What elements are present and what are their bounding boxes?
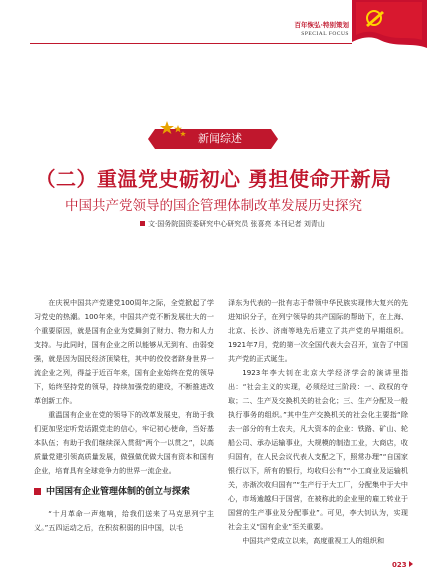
paragraph: “十月革命一声炮响，给我们送来了马克思列宁主义。”五四运动之后，在积贫积弱的旧中国，以毛 — [34, 509, 214, 532]
section-badge-label: 新闻综述 — [198, 132, 242, 145]
column-name-en: SPECIAL FOCUS — [301, 31, 349, 37]
left-column-continued — [34, 507, 214, 535]
page-arrow-icon — [409, 561, 413, 567]
paragraph-continued: 泽东为代表的一批有志于带领中华民族实现伟大复兴的先进知识分子，在列宁领导的共产国际的帮助下，在上海、北京、长沙、济南等地先后建立了共产党的早期组织。1921年7月，党的第一次全国代表大会召开，宣告了中国共产党的正式诞生。 — [228, 298, 408, 363]
article-subtitle: 中国共产党领导的国企管理体制改革发展历史探究 — [65, 198, 362, 214]
section-heading — [34, 484, 190, 497]
column-header — [295, 20, 349, 37]
article-title: （二）重温党史砺初心 勇担使命开新局 — [35, 167, 392, 191]
header-divider — [30, 43, 352, 44]
byline-marker — [140, 221, 145, 226]
paragraph: 在庆祝中国共产党建党100周年之际，全党掀起了学习党史的热潮。100年来，中国共产党不断发展壮大的一个重要原因，就是国有企业为党舞剑了财力、物力和人力支持。与此同时，国有企业之所以能够从无到有、由弱变强，就是因为国民经济顶梁柱，其中的佼佼者跻身世界一流企业之列，得益于近百年来，国有企业始终在党的领导下，始终坚持党的领导，持续加强党的建设，不断推进改革创新工作。 — [34, 298, 214, 405]
left-column — [34, 296, 214, 478]
paragraph: 重温国有企业在党的领导下的改革发展史，有助于我们更加坚定听党话跟党走的信心，牢记初心使命，当好基本队伍；有助于我们继续深入贯彻“两个一以贯之”，以高质量党建引领高质量发展，做强做优做大国有资本和国有企业，培育具有全球竞争力的世界一流企业。 — [34, 410, 214, 475]
heading-marker — [34, 488, 41, 495]
column-name: 百年恢弘·特别策划 — [294, 21, 349, 29]
page-number-text: 023 — [392, 561, 407, 569]
right-column — [228, 296, 408, 548]
page-number — [392, 561, 413, 569]
paragraph: 中国共产党成立以来，高度重视工人的组织和 — [242, 536, 385, 545]
section-badge — [155, 119, 271, 153]
byline-text: 文·国务院国资委研究中心研究员 张喜亮 本刊记者 刘青山 — [148, 220, 325, 228]
party-flag-icon — [352, 0, 427, 48]
byline — [140, 219, 325, 229]
section-heading-text: 中国国有企业管理体制的创立与探索 — [46, 487, 191, 497]
paragraph: 1923年李大钊在北京大学经济学会的演讲里指出：“社会主义的实现，必须经过三阶段：一、政权的夺取；二、生产及交换机关的社会化；三、生产分配及一般执行事务的组织。”其中生产交换机关的社会化主要指“除去一部分的有土农夫，凡大资本的企业：铁路、矿山、轮船公司、承办运输事业，大规模的制造工业，大商店，收归国有，在人民会议代表人支配之下，照常办理”“自国家银行以下，所有的银行，均收归公有”“小工商业及运输机关，亦渐次收归国有”“生产行于大工厂，分配集中于大中心，市场逾越归于国营，在被称此的企业里的雇工转业于国营的生产事业及分配事业”。可见，李大钊认为，实现社会主义“国有企业”至关重要。 — [228, 368, 408, 531]
